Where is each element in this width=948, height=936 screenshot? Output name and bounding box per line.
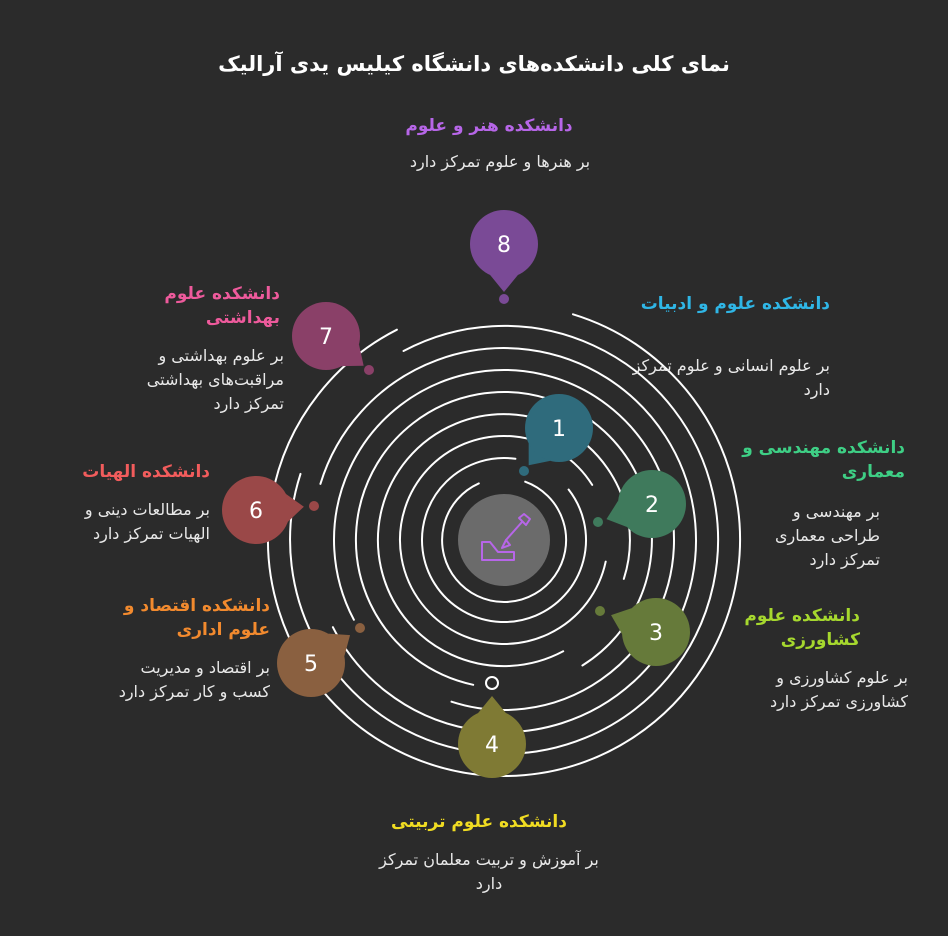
faculty-3-description: بر علوم کشاورزی و کشاورزی تمرکز دارد <box>769 668 908 711</box>
faculty-7-label <box>150 282 280 330</box>
orbit-dot <box>355 623 365 633</box>
faculty-6-marker <box>222 476 319 544</box>
faculty-8-desc-box <box>400 150 600 174</box>
faculty-8-marker <box>470 210 538 304</box>
faculty-5-label <box>100 594 270 642</box>
faculty-2-label <box>715 436 905 484</box>
faculty-8-name: دانشکده هنر و علوم <box>405 116 573 136</box>
orbit-dot <box>519 466 529 476</box>
faculty-7-name: دانشکده علوم بهداشتی <box>164 284 280 328</box>
orbit-dot <box>499 294 509 304</box>
faculty-1-marker <box>519 394 593 476</box>
faculty-3-desc-box <box>738 666 908 714</box>
faculty-5-description: بر اقتصاد و مدیریت کسب و کار تمرکز دارد <box>118 658 270 701</box>
faculty-6-name: دانشکده الهیات <box>82 462 210 482</box>
faculty-1-number: 1 <box>552 417 566 442</box>
faculty-5-marker <box>277 623 365 697</box>
faculty-1-label <box>630 292 830 316</box>
faculty-7-number: 7 <box>319 325 333 350</box>
faculty-2-name: دانشکده مهندسی و معماری <box>742 438 905 482</box>
faculty-7-desc-box <box>108 344 284 416</box>
faculty-7-description: بر علوم بهداشتی و مراقبت‌های بهداشتی تمرکز دارد <box>146 346 284 413</box>
faculty-4-label <box>374 810 584 834</box>
faculty-4-marker <box>458 677 526 778</box>
faculty-2-description: بر مهندسی و طراحی معماری تمرکز دارد <box>775 502 880 569</box>
faculty-1-desc-box <box>630 354 830 402</box>
faculty-5-desc-box <box>100 656 270 704</box>
faculty-2-marker <box>593 470 686 538</box>
faculty-6-label <box>40 460 210 484</box>
orbit-dot <box>595 606 605 616</box>
faculty-7-marker <box>292 302 374 375</box>
faculty-5-number: 5 <box>304 652 318 677</box>
faculty-4-desc-box <box>374 848 604 896</box>
faculty-4-name: دانشکده علوم تربیتی <box>391 812 567 832</box>
faculty-6-desc-box <box>40 498 210 546</box>
center-circle <box>458 494 550 586</box>
faculty-4-description: بر آموزش و تربیت معلمان تمرکز دارد <box>379 850 599 893</box>
orbit-dot <box>309 501 319 511</box>
faculty-2-number: 2 <box>645 493 659 518</box>
faculty-6-description: بر مطالعات دینی و الهیات تمرکز دارد <box>84 500 210 543</box>
page-title: نمای کلی دانشکده‌های دانشگاه کیلیس یدی آرالیک <box>218 52 730 76</box>
orbit-dot <box>486 677 498 689</box>
faculty-2-desc-box <box>740 500 880 572</box>
orbit-dot <box>593 517 603 527</box>
faculty-8-description: بر هنرها و علوم تمرکز دارد <box>409 152 591 171</box>
faculty-3-label <box>700 604 860 652</box>
faculty-6-number: 6 <box>249 499 263 524</box>
faculty-8-label <box>384 114 594 138</box>
orbit-dot <box>364 365 374 375</box>
faculty-1-description: بر علوم انسانی و علوم تمرکز دارد <box>632 356 830 399</box>
faculty-5-name: دانشکده اقتصاد و علوم اداری <box>123 596 270 640</box>
faculty-3-marker <box>595 598 690 666</box>
faculty-8-number: 8 <box>497 233 511 258</box>
faculty-3-number: 3 <box>649 621 663 646</box>
faculty-3-name: دانشکده علوم کشاورزی <box>744 606 860 650</box>
faculty-1-name: دانشکده علوم و ادبیات <box>640 294 830 314</box>
faculty-4-number: 4 <box>485 733 499 758</box>
